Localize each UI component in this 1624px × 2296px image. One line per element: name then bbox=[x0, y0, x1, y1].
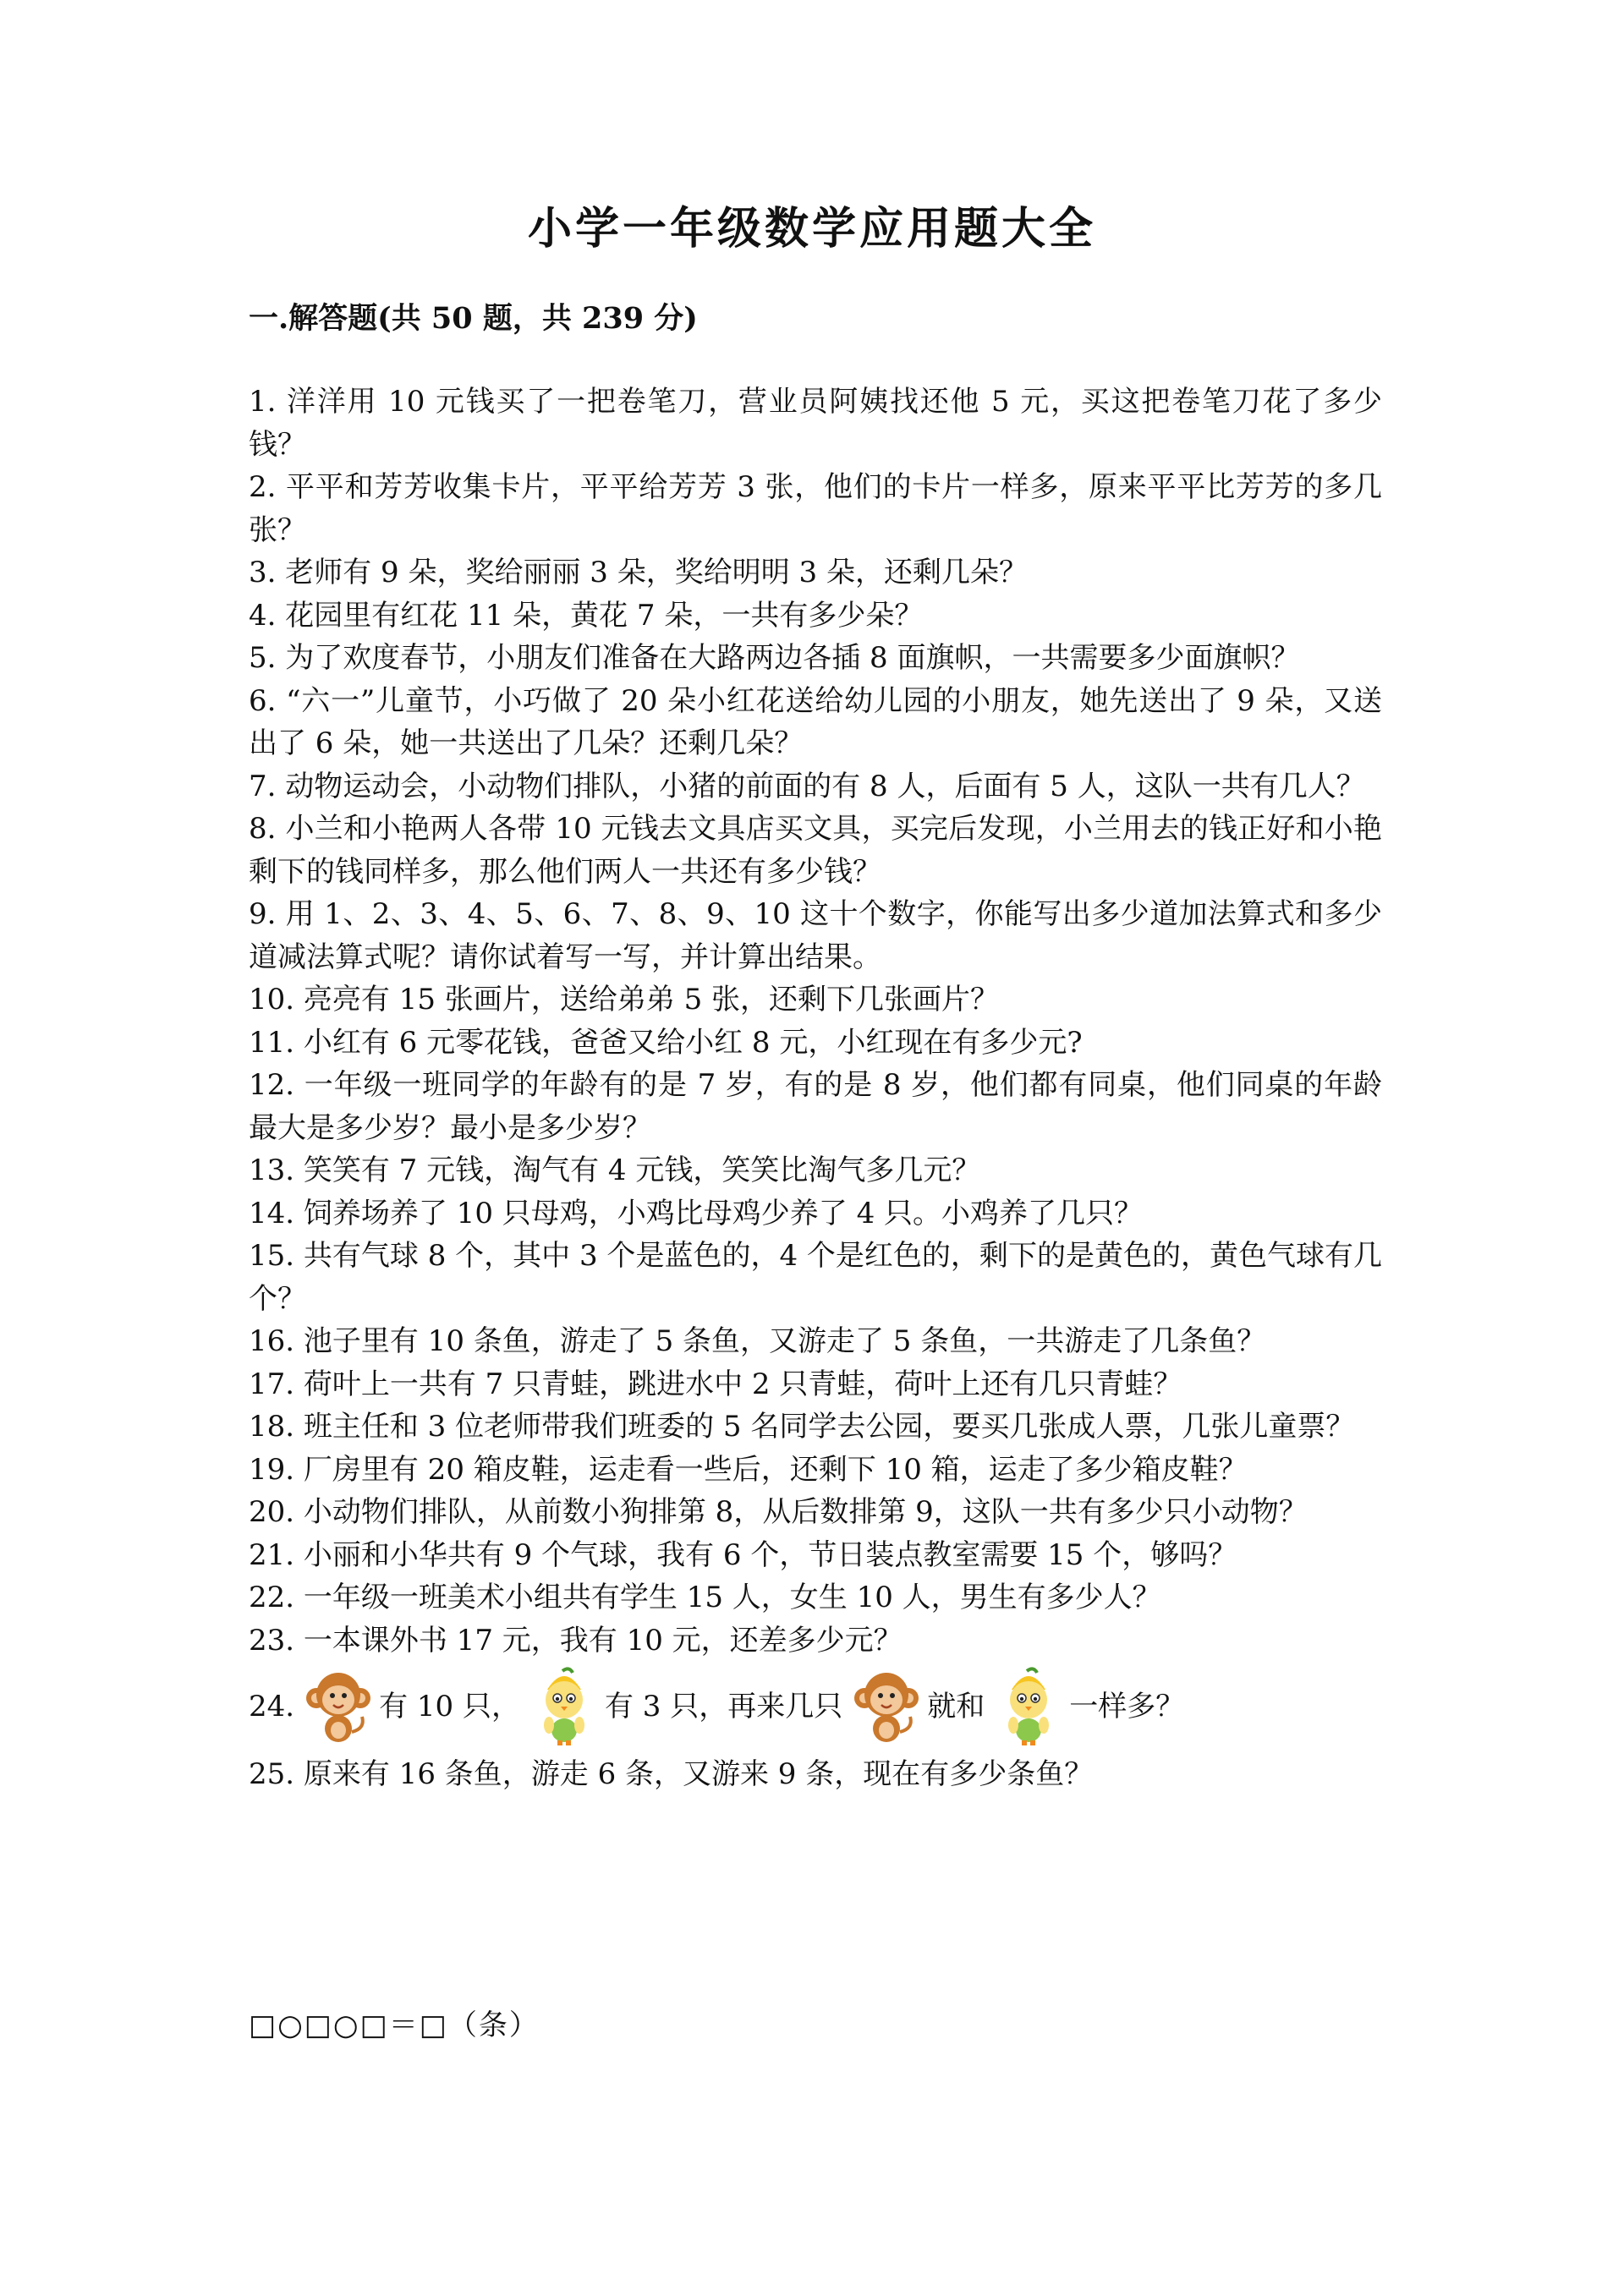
chick-icon bbox=[529, 1666, 600, 1747]
question-19: 19. 厂房里有 20 箱皮鞋，运走看一些后，还剩下 10 箱，运走了多少箱皮鞋？ bbox=[249, 1452, 1248, 1487]
question-13: 13. 笑笑有 7 元钱，淘气有 4 元钱，笑笑比淘气多几元？ bbox=[249, 1153, 981, 1187]
chick-icon bbox=[993, 1666, 1064, 1747]
question-9: 9. 用 1、2、3、4、5、6、7、8、9、10 这十个数字，你能写出多少道加法算式和多少道减法算式呢？请你试着写一写，并计算出结果。 bbox=[249, 897, 1382, 974]
page-title: 小学一年级数学应用题大全 bbox=[527, 203, 1096, 255]
question-24 bbox=[249, 1663, 1382, 1750]
question-14: 14. 饲养场养了 10 只母鸡，小鸡比母鸡少养了 4 只。小鸡养了几只？ bbox=[249, 1196, 1144, 1230]
question-17: 17. 荷叶上一共有 7 只青蛙，跳进水中 2 只青蛙，荷叶上还有几只青蛙？ bbox=[249, 1367, 1182, 1401]
question-18: 18. 班主任和 3 位老师带我们班委的 5 名同学去公园，要买几张成人票，几张儿童票？ bbox=[249, 1410, 1355, 1444]
question-16: 16. 池子里有 10 条鱼，游走了 5 条鱼，又游走了 5 条鱼，一共游走了几条鱼？ bbox=[249, 1324, 1266, 1358]
question-24-part4: 一样多？ bbox=[1069, 1689, 1185, 1723]
question-12: 12. 一年级一班同学的年龄有的是 7 岁，有的是 8 岁，他们都有同桌，他们同桌的年龄最大是多少岁？最小是多少岁？ bbox=[249, 1068, 1382, 1145]
question-15: 15. 共有气球 8 个，其中 3 个是蓝色的，4 个是红色的，剩下的是黄色的，黄色气球有几个？ bbox=[249, 1239, 1382, 1316]
question-20: 20. 小动物们排队，从前数小狗排第 8，从后数排第 9，这队一共有多少只小动物？ bbox=[249, 1495, 1308, 1529]
question-25: 25. 原来有 16 条鱼，游走 6 条，又游来 9 条，现在有多少条鱼？ bbox=[249, 1757, 1094, 1791]
monkey-icon bbox=[851, 1666, 922, 1747]
question-10: 10. 亮亮有 15 张画片，送给弟弟 5 张，还剩下几张画片？ bbox=[249, 983, 1000, 1016]
monkey-icon bbox=[303, 1666, 374, 1747]
question-3: 3. 老师有 9 朵，奖给丽丽 3 朵，奖给明明 3 朵，还剩几朵？ bbox=[249, 556, 1028, 589]
question-8: 8. 小兰和小艳两人各带 10 元钱去文具店买文具，买完后发现，小兰用去的钱正好和小艳剩下的钱同样多，那么他们两人一共还有多少钱？ bbox=[249, 812, 1382, 889]
question-4: 4. 花园里有红花 11 朵，黄花 7 朵，一共有多少朵？ bbox=[249, 598, 924, 633]
question-2: 2. 平平和芳芳收集卡片，平平给芳芳 3 张，他们的卡片一样多，原来平平比芳芳的多几张？ bbox=[249, 470, 1382, 547]
question-24-number: 24. bbox=[249, 1689, 295, 1723]
question-5: 5. 为了欢度春节，小朋友们准备在大路两边各插 8 面旗帜，一共需要多少面旗帜？ bbox=[249, 641, 1300, 675]
section-heading: 一.解答题(共 50 题，共 239 分) bbox=[249, 301, 698, 336]
question-1: 1. 洋洋用 10 元钱买了一把卷笔刀，营业员阿姨找还他 5 元，买这把卷笔刀花了多少钱？ bbox=[249, 385, 1382, 462]
question-7: 7. 动物运动会，小动物们排队，小猪的前面的有 8 人，后面有 5 人，这队一共有几人？ bbox=[249, 769, 1365, 803]
question-22: 22. 一年级一班美术小组共有学生 15 人，女生 10 人，男生有多少人？ bbox=[249, 1581, 1161, 1614]
question-11: 11. 小红有 6 元零花钱，爸爸又给小红 8 元，小红现在有多少元? bbox=[249, 1025, 1083, 1060]
question-24-part2: 有 3 只，再来几只 bbox=[604, 1689, 843, 1723]
question-24-part1: 有 10 只， bbox=[379, 1689, 520, 1723]
question-6: 6. “六一”儿童节，小巧做了 20 朵小红花送给幼儿园的小朋友，她先送出了 9 朵，又送出了 6 朵，她一共送出了几朵？还剩几朵？ bbox=[249, 683, 1382, 760]
answer-template: □○□○□＝□（条） bbox=[249, 2008, 540, 2042]
question-21: 21. 小丽和小华共有 9 个气球，我有 6 个，节日装点教室需要 15 个，够吗？ bbox=[249, 1537, 1237, 1572]
question-list bbox=[249, 381, 1382, 1796]
question-23: 23. 一本课外书 17 元，我有 10 元，还差多少元？ bbox=[249, 1623, 903, 1658]
question-24-part3: 就和 bbox=[927, 1689, 985, 1723]
